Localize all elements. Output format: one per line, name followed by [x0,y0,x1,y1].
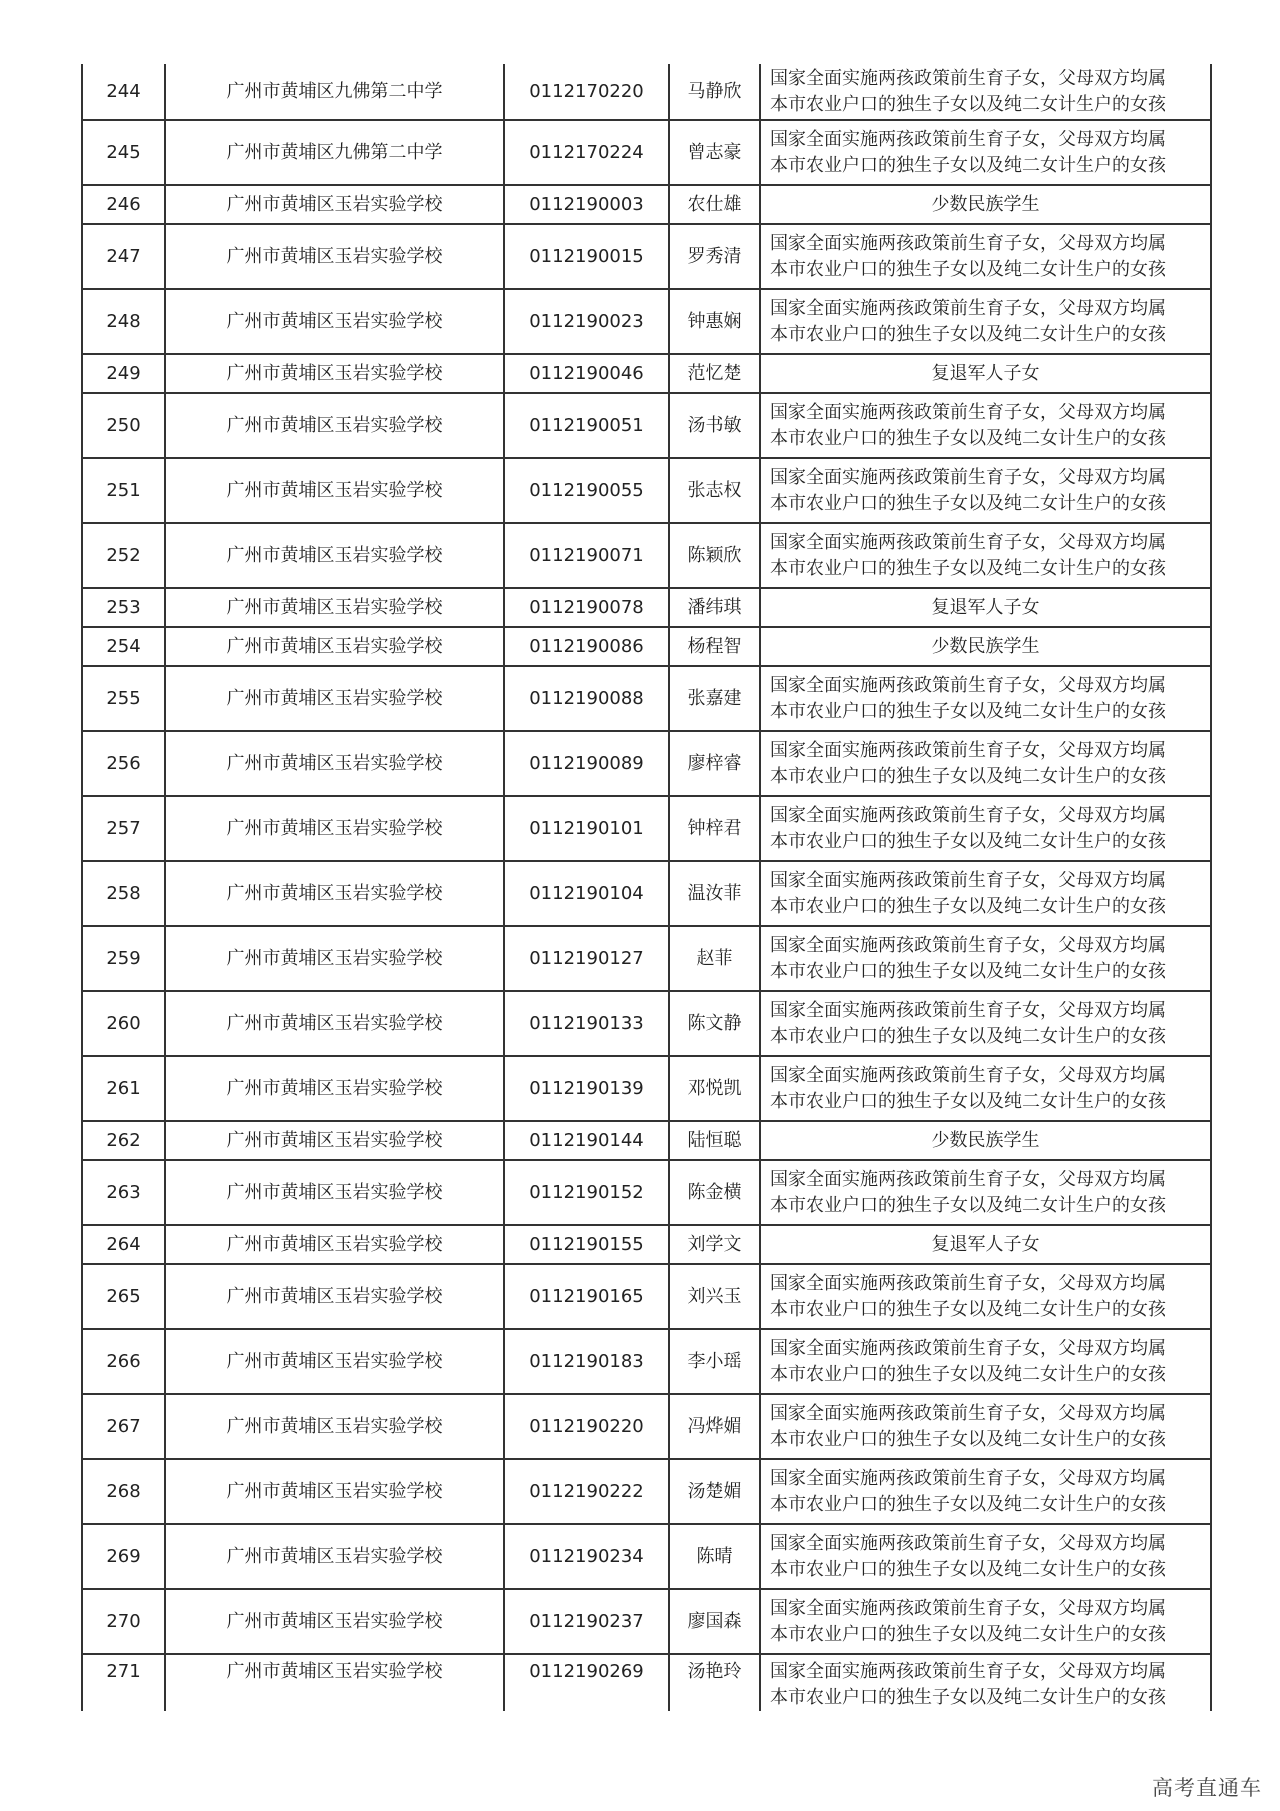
row-number: 257 [82,796,165,861]
category-line: 本市农业户口的独生子女以及纯二女计生户的女孩 [770,830,1166,852]
row-number: 251 [82,458,165,523]
table-row [82,1160,1211,1225]
row-number: 250 [82,393,165,458]
school-cell: 广州市黄埔区玉岩实验学校 [165,627,504,666]
student-id-cell: 0112190165 [504,1264,669,1329]
row-number: 252 [82,523,165,588]
category-cell [760,861,1211,926]
school-cell: 广州市黄埔区玉岩实验学校 [165,1329,504,1394]
category-line: 国家全面实施两孩政策前生育子女，父母双方均属 [770,1597,1166,1619]
category-line: 国家全面实施两孩政策前生育子女，父母双方均属 [770,297,1166,319]
table-row [82,1329,1211,1394]
category-line: 复退军人子女 [931,596,1040,618]
row-number: 258 [82,861,165,926]
category-line: 本市农业户口的独生子女以及纯二女计生户的女孩 [770,1363,1166,1385]
row-number: 244 [82,64,165,120]
row-number: 260 [82,991,165,1056]
student-id-cell: 0112190220 [504,1394,669,1459]
school-cell: 广州市黄埔区玉岩实验学校 [165,289,504,354]
student-id-cell: 0112190104 [504,861,669,926]
student-name-cell: 杨程智 [669,627,760,666]
category-line: 少数民族学生 [931,635,1040,657]
student-id-cell: 0112190155 [504,1225,669,1264]
category-line: 复退军人子女 [931,1233,1040,1255]
student-id-cell: 0112190023 [504,289,669,354]
category-cell [760,1056,1211,1121]
student-id-cell: 0112190237 [504,1589,669,1654]
student-id-cell: 0112190144 [504,1121,669,1160]
table-row [82,1121,1211,1160]
category-cell [760,224,1211,289]
row-number: 259 [82,926,165,991]
school-cell: 广州市黄埔区玉岩实验学校 [165,1264,504,1329]
category-line: 本市农业户口的独生子女以及纯二女计生户的女孩 [770,323,1166,345]
category-line: 国家全面实施两孩政策前生育子女，父母双方均属 [770,739,1166,761]
student-name-cell: 汤艳玲 [669,1654,760,1711]
row-number: 248 [82,289,165,354]
category-cell [760,1225,1211,1264]
category-cell [760,64,1211,120]
row-number: 249 [82,354,165,393]
table-row [82,120,1211,185]
category-cell [760,458,1211,523]
table-row [82,354,1211,393]
category-line: 国家全面实施两孩政策前生育子女，父母双方均属 [770,1337,1166,1359]
row-number: 246 [82,185,165,224]
table-row [82,731,1211,796]
student-id-cell: 0112170220 [504,64,669,120]
category-line: 国家全面实施两孩政策前生育子女，父母双方均属 [770,1168,1166,1190]
row-number: 265 [82,1264,165,1329]
table-row [82,926,1211,991]
student-id-cell: 0112190101 [504,796,669,861]
student-id-cell: 0112190071 [504,523,669,588]
table-row [82,1394,1211,1459]
category-cell [760,1654,1211,1711]
table-row [82,666,1211,731]
table-row [82,185,1211,224]
category-line: 国家全面实施两孩政策前生育子女，父母双方均属 [770,128,1166,150]
category-line: 少数民族学生 [931,1129,1040,1151]
category-line: 本市农业户口的独生子女以及纯二女计生户的女孩 [770,1687,1166,1708]
school-cell: 广州市黄埔区玉岩实验学校 [165,1121,504,1160]
category-cell [760,1589,1211,1654]
school-cell: 广州市黄埔区玉岩实验学校 [165,731,504,796]
table-row [82,224,1211,289]
student-id-cell: 0112190078 [504,588,669,627]
table-row [82,991,1211,1056]
school-cell: 广州市黄埔区玉岩实验学校 [165,1160,504,1225]
row-number: 261 [82,1056,165,1121]
student-id-cell: 0112190015 [504,224,669,289]
student-name-cell: 温汝菲 [669,861,760,926]
category-cell [760,588,1211,627]
student-name-cell: 陈金横 [669,1160,760,1225]
table-row [82,523,1211,588]
school-cell: 广州市黄埔区玉岩实验学校 [165,185,504,224]
watermark: 高考直通车 [1152,1776,1262,1800]
row-number: 256 [82,731,165,796]
category-line: 本市农业户口的独生子女以及纯二女计生户的女孩 [770,765,1166,787]
table-row [82,1264,1211,1329]
table-row [82,861,1211,926]
student-name-cell: 农仕雄 [669,185,760,224]
category-line: 本市农业户口的独生子女以及纯二女计生户的女孩 [770,427,1166,449]
row-number: 263 [82,1160,165,1225]
student-name-cell: 陆恒聪 [669,1121,760,1160]
student-id-cell: 0112190086 [504,627,669,666]
category-cell [760,185,1211,224]
student-id-cell: 0112190152 [504,1160,669,1225]
category-cell [760,289,1211,354]
student-table [81,64,1212,1711]
student-name-cell: 张志权 [669,458,760,523]
category-line: 本市农业户口的独生子女以及纯二女计生户的女孩 [770,895,1166,917]
student-id-cell: 0112190003 [504,185,669,224]
category-line: 本市农业户口的独生子女以及纯二女计生户的女孩 [770,700,1166,722]
category-cell [760,1524,1211,1589]
category-line: 国家全面实施两孩政策前生育子女，父母双方均属 [770,466,1166,488]
student-id-cell: 0112190089 [504,731,669,796]
category-line: 国家全面实施两孩政策前生育子女，父母双方均属 [770,869,1166,891]
category-line: 国家全面实施两孩政策前生育子女，父母双方均属 [770,531,1166,553]
student-id-cell: 0112190088 [504,666,669,731]
category-cell [760,1121,1211,1160]
category-line: 国家全面实施两孩政策前生育子女，父母双方均属 [770,401,1166,423]
student-id-cell: 0112190133 [504,991,669,1056]
table-row [82,1524,1211,1589]
student-name-cell: 潘纬琪 [669,588,760,627]
student-name-cell: 廖梓睿 [669,731,760,796]
row-number: 269 [82,1524,165,1589]
category-line: 国家全面实施两孩政策前生育子女，父母双方均属 [770,1064,1166,1086]
student-name-cell: 冯烨媚 [669,1394,760,1459]
school-cell: 广州市黄埔区玉岩实验学校 [165,1524,504,1589]
school-cell: 广州市黄埔区玉岩实验学校 [165,1225,504,1264]
row-number: 262 [82,1121,165,1160]
student-name-cell: 邓悦凯 [669,1056,760,1121]
category-line: 本市农业户口的独生子女以及纯二女计生户的女孩 [770,492,1166,514]
student-name-cell: 陈晴 [669,1524,760,1589]
category-cell [760,926,1211,991]
student-name-cell: 陈颖欣 [669,523,760,588]
school-cell: 广州市黄埔区九佛第二中学 [165,120,504,185]
table-row [82,627,1211,666]
category-line: 本市农业户口的独生子女以及纯二女计生户的女孩 [770,1194,1166,1216]
category-cell [760,393,1211,458]
student-name-cell: 汤书敏 [669,393,760,458]
school-cell: 广州市黄埔区玉岩实验学校 [165,224,504,289]
student-name-cell: 钟梓君 [669,796,760,861]
category-cell [760,1264,1211,1329]
student-id-cell: 0112190139 [504,1056,669,1121]
student-id-cell: 0112190234 [504,1524,669,1589]
category-cell [760,796,1211,861]
school-cell: 广州市黄埔区九佛第二中学 [165,64,504,120]
category-line: 复退军人子女 [931,362,1040,384]
student-name-cell: 罗秀清 [669,224,760,289]
row-number: 254 [82,627,165,666]
category-line: 国家全面实施两孩政策前生育子女，父母双方均属 [770,674,1166,696]
row-number: 268 [82,1459,165,1524]
category-line: 国家全面实施两孩政策前生育子女，父母双方均属 [770,1402,1166,1424]
category-cell [760,1329,1211,1394]
student-id-cell: 0112170224 [504,120,669,185]
row-number: 253 [82,588,165,627]
school-cell: 广州市黄埔区玉岩实验学校 [165,861,504,926]
row-number: 267 [82,1394,165,1459]
table-row [82,1654,1211,1711]
school-cell: 广州市黄埔区玉岩实验学校 [165,666,504,731]
student-name-cell: 范忆楚 [669,354,760,393]
student-id-cell: 0112190269 [504,1654,669,1711]
category-line: 本市农业户口的独生子女以及纯二女计生户的女孩 [770,1558,1166,1580]
student-id-cell: 0112190183 [504,1329,669,1394]
table-row [82,1225,1211,1264]
table-row [82,1589,1211,1654]
school-cell: 广州市黄埔区玉岩实验学校 [165,354,504,393]
school-cell: 广州市黄埔区玉岩实验学校 [165,796,504,861]
school-cell: 广州市黄埔区玉岩实验学校 [165,523,504,588]
school-cell: 广州市黄埔区玉岩实验学校 [165,588,504,627]
category-line: 国家全面实施两孩政策前生育子女，父母双方均属 [770,1467,1166,1489]
row-number: 245 [82,120,165,185]
row-number: 255 [82,666,165,731]
table-row [82,289,1211,354]
school-cell: 广州市黄埔区玉岩实验学校 [165,458,504,523]
table-row [82,393,1211,458]
category-line: 国家全面实施两孩政策前生育子女，父母双方均属 [770,67,1166,89]
table-row [82,458,1211,523]
student-name-cell: 赵菲 [669,926,760,991]
school-cell: 广州市黄埔区玉岩实验学校 [165,991,504,1056]
category-line: 本市农业户口的独生子女以及纯二女计生户的女孩 [770,1493,1166,1515]
category-line: 本市农业户口的独生子女以及纯二女计生户的女孩 [770,1090,1166,1112]
category-cell [760,523,1211,588]
table-row [82,796,1211,861]
category-line: 国家全面实施两孩政策前生育子女，父母双方均属 [770,1272,1166,1294]
student-name-cell: 张嘉建 [669,666,760,731]
category-line: 本市农业户口的独生子女以及纯二女计生户的女孩 [770,1298,1166,1320]
category-line: 国家全面实施两孩政策前生育子女，父母双方均属 [770,1661,1166,1682]
school-cell: 广州市黄埔区玉岩实验学校 [165,926,504,991]
table-row [82,1459,1211,1524]
category-line: 国家全面实施两孩政策前生育子女，父母双方均属 [770,934,1166,956]
category-cell [760,731,1211,796]
category-cell [760,1160,1211,1225]
category-cell [760,1459,1211,1524]
category-line: 本市农业户口的独生子女以及纯二女计生户的女孩 [770,960,1166,982]
category-line: 本市农业户口的独生子女以及纯二女计生户的女孩 [770,557,1166,579]
category-cell [760,991,1211,1056]
category-line: 本市农业户口的独生子女以及纯二女计生户的女孩 [770,1428,1166,1450]
category-line: 国家全面实施两孩政策前生育子女，父母双方均属 [770,1532,1166,1554]
table-row [82,588,1211,627]
category-line: 国家全面实施两孩政策前生育子女，父母双方均属 [770,232,1166,254]
student-id-cell: 0112190046 [504,354,669,393]
row-number: 264 [82,1225,165,1264]
student-name-cell: 刘学文 [669,1225,760,1264]
student-id-cell: 0112190127 [504,926,669,991]
row-number: 270 [82,1589,165,1654]
category-cell [760,120,1211,185]
student-name-cell: 廖国森 [669,1589,760,1654]
student-name-cell: 马静欣 [669,64,760,120]
student-name-cell: 曾志豪 [669,120,760,185]
category-cell [760,1394,1211,1459]
table-row [82,64,1211,120]
category-line: 本市农业户口的独生子女以及纯二女计生户的女孩 [770,154,1166,176]
category-line: 少数民族学生 [931,193,1040,215]
category-line: 本市农业户口的独生子女以及纯二女计生户的女孩 [770,258,1166,280]
category-line: 本市农业户口的独生子女以及纯二女计生户的女孩 [770,93,1166,115]
category-line: 国家全面实施两孩政策前生育子女，父母双方均属 [770,804,1166,826]
row-number: 266 [82,1329,165,1394]
student-name-cell: 钟惠娴 [669,289,760,354]
school-cell: 广州市黄埔区玉岩实验学校 [165,1056,504,1121]
category-line: 本市农业户口的独生子女以及纯二女计生户的女孩 [770,1623,1166,1645]
school-cell: 广州市黄埔区玉岩实验学校 [165,393,504,458]
category-line: 国家全面实施两孩政策前生育子女，父母双方均属 [770,999,1166,1021]
category-cell [760,666,1211,731]
category-line: 本市农业户口的独生子女以及纯二女计生户的女孩 [770,1025,1166,1047]
row-number: 271 [82,1654,165,1711]
student-id-cell: 0112190222 [504,1459,669,1524]
school-cell: 广州市黄埔区玉岩实验学校 [165,1589,504,1654]
category-cell [760,627,1211,666]
student-name-cell: 汤楚媚 [669,1459,760,1524]
student-id-cell: 0112190055 [504,458,669,523]
school-cell: 广州市黄埔区玉岩实验学校 [165,1459,504,1524]
student-name-cell: 李小瑶 [669,1329,760,1394]
student-name-cell: 陈文静 [669,991,760,1056]
school-cell: 广州市黄埔区玉岩实验学校 [165,1394,504,1459]
student-id-cell: 0112190051 [504,393,669,458]
school-cell: 广州市黄埔区玉岩实验学校 [165,1654,504,1711]
student-name-cell: 刘兴玉 [669,1264,760,1329]
row-number: 247 [82,224,165,289]
category-cell [760,354,1211,393]
table-row [82,1056,1211,1121]
